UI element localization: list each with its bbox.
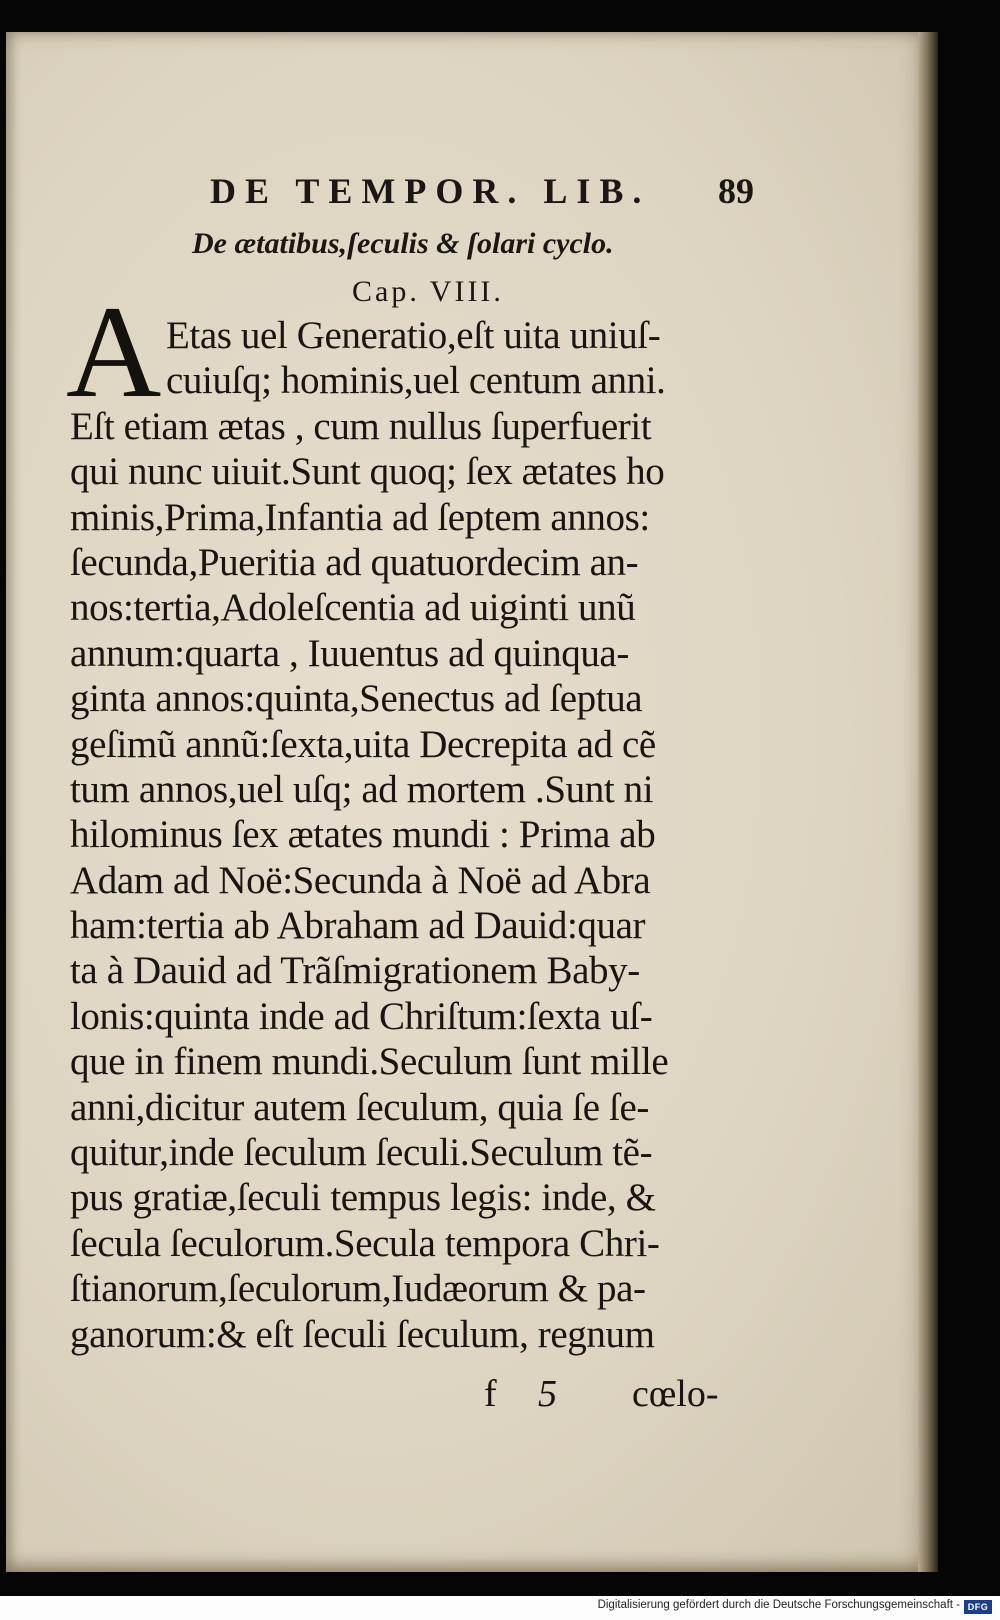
- text-line: ginta annos:quinta,Senectus ad ſeptua: [70, 677, 643, 721]
- footer-credit: Digitalisierung gefördert durch die Deutsche Forschungsgemeinschaft -: [597, 1599, 960, 1611]
- chapter-title: De ætatibus,ſeculis & ſolari cyclo.: [192, 227, 614, 260]
- signature-number: 5: [538, 1373, 557, 1415]
- text-line: hilominus ſex ætates mundi : Prima ab: [70, 813, 656, 857]
- text-line: pus gratiæ,ſeculi tempus legis: inde, &: [70, 1176, 656, 1220]
- signature-mark: f: [484, 1373, 497, 1415]
- text-line: Adam ad Noë:Secunda à Noë ad Abra: [70, 858, 651, 902]
- catchword: cœlo-: [632, 1373, 719, 1415]
- text-line: annum:quarta , Iuuentus ad quinqua-: [70, 631, 629, 675]
- text-line: ham:tertia ab Abraham ad Dauid:quar: [70, 904, 646, 948]
- text-line: geſimũ annũ:ſexta,uita Decrepita ad cẽ: [70, 722, 656, 766]
- text-line: Eſt etiam ætas , cum nullus ſuperfuerit: [70, 404, 652, 448]
- dfg-logo: DFG: [964, 1600, 992, 1614]
- text-line: ſecunda,Pueritia ad quatuordecim an-: [70, 540, 639, 584]
- text-line: que in finem mundi.Seculum ſunt mille: [70, 1040, 669, 1084]
- text-line: lonis:quinta inde ad Chriſtum:ſexta uſ-: [70, 994, 653, 1038]
- page-edge: [918, 32, 938, 1572]
- text-line: ſtianorum,ſeculorum,Iudæorum & pa-: [70, 1267, 646, 1311]
- text-line: nos:tertia,Adoleſcentia ad uiginti unũ: [70, 586, 636, 630]
- text-line: ſecula ſeculorum.Secula tempora Chri-: [70, 1221, 660, 1265]
- folio-number: 89: [718, 171, 754, 211]
- body-text: [70, 313, 750, 1357]
- text-line: tum annos,uel uſq; ad mortem .Sunt ni: [70, 767, 654, 811]
- text-line: cuiuſq; hominis,uel centum anni.: [166, 359, 666, 403]
- text-line: Etas uel Generatio,eſt uita uniuſ-: [166, 314, 661, 357]
- signature-line: [6, 1372, 930, 1417]
- text-line: ganorum:& eſt ſeculi ſeculum, regnum: [70, 1312, 655, 1356]
- book-page: [6, 32, 930, 1572]
- text-line: quitur,inde ſeculum ſeculi.Seculum tẽ-: [70, 1131, 653, 1175]
- text-line: qui nunc uiuit.Sunt quoq; ſex ætates ho: [70, 450, 665, 494]
- text-line: minis,Prima,Infantia ad ſeptem annos:: [70, 495, 650, 539]
- chapter-number: Cap. VIII.: [352, 275, 504, 308]
- text-line: anni,dicitur autem ſeculum, quia ſe ſe-: [70, 1085, 649, 1129]
- running-head: DE TEMPOR. LIB.: [210, 171, 651, 211]
- text-line: ta à Dauid ad Trãſmigrationem Baby-: [70, 949, 640, 993]
- drop-cap-initial: A: [66, 278, 162, 425]
